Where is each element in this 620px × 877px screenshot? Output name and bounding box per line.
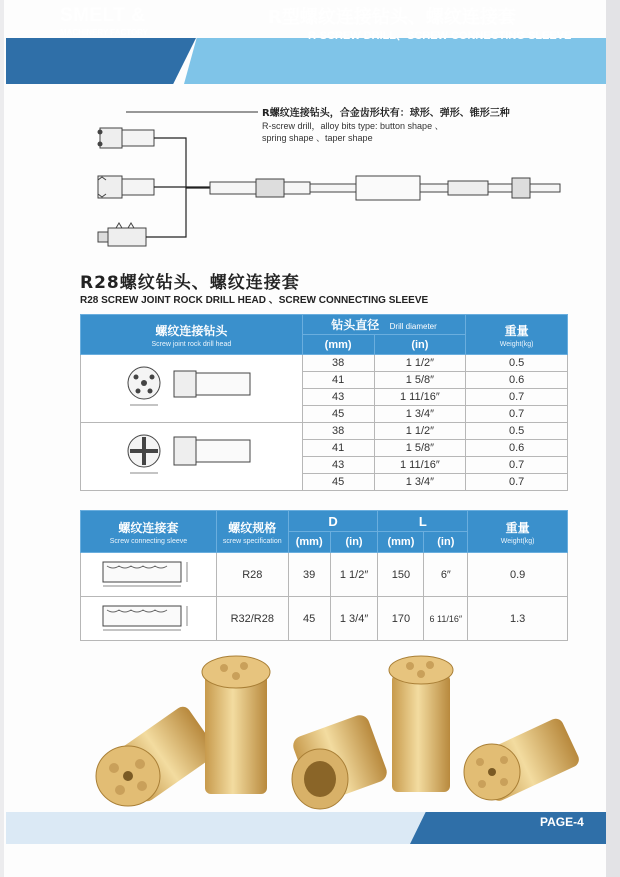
header-weight bbox=[468, 511, 568, 553]
page-header bbox=[6, 38, 606, 84]
header-diameter-cn: 钻头直径 bbox=[331, 317, 380, 332]
sleeve-drawing-cell bbox=[81, 597, 217, 641]
header-diameter-en: Drill diameter bbox=[389, 321, 437, 331]
drill-bit-photo bbox=[96, 704, 219, 806]
row-l-in: 6 11/16″ bbox=[424, 597, 468, 641]
table-row bbox=[81, 597, 568, 641]
row-mm: 41 bbox=[302, 440, 374, 457]
header-item bbox=[81, 315, 303, 355]
page-title-cn: R型螺纹连接钻头、螺纹连接套 bbox=[268, 7, 516, 28]
row-in: 1 11/16″ bbox=[374, 457, 466, 474]
row-mm: 43 bbox=[302, 389, 374, 406]
scan-edge-left bbox=[0, 0, 4, 877]
header-weight bbox=[466, 315, 568, 355]
row-mm: 45 bbox=[302, 474, 374, 491]
header-in: (in) bbox=[330, 532, 378, 553]
product-photos bbox=[80, 654, 600, 814]
row-l-in: 6″ bbox=[424, 553, 468, 597]
button-drill-head-icon bbox=[116, 359, 266, 415]
row-kg: 1.3 bbox=[468, 597, 568, 641]
header-spec-cn: 螺纹规格 bbox=[228, 520, 277, 535]
row-kg: 0.7 bbox=[466, 457, 568, 474]
row-l-mm: 170 bbox=[378, 597, 424, 641]
row-d-mm: 45 bbox=[288, 597, 330, 641]
header-weight-cn: 重量 bbox=[505, 520, 530, 535]
header-in: (in) bbox=[374, 335, 466, 355]
row-mm: 45 bbox=[302, 406, 374, 423]
row-kg: 0.5 bbox=[466, 355, 568, 372]
header-diameter bbox=[302, 315, 466, 335]
diagram-caption-cn: R螺纹连接钻头，合金齿形状有：球形、弹形、锥形三种 bbox=[262, 108, 510, 119]
header-weight-en: Weight(kg) bbox=[499, 340, 534, 348]
header-mm: (mm) bbox=[302, 335, 374, 355]
row-spec: R32/R28 bbox=[216, 597, 288, 641]
page-title-en: R-SCREW DRILL、SCREW CONNECTING SLEEVE bbox=[308, 30, 572, 42]
row-in: 1 3/4″ bbox=[374, 406, 466, 423]
row-kg: 0.5 bbox=[466, 423, 568, 440]
row-kg: 0.9 bbox=[468, 553, 568, 597]
row-in: 1 3/4″ bbox=[374, 474, 466, 491]
row-d-mm: 39 bbox=[288, 553, 330, 597]
header-spec bbox=[216, 511, 288, 553]
table-row bbox=[81, 355, 568, 372]
brand-banner bbox=[6, 38, 196, 84]
row-mm: 38 bbox=[302, 355, 374, 372]
drill-bit-spring-icon bbox=[98, 176, 154, 198]
table-header-row bbox=[81, 315, 568, 335]
header-mm: (mm) bbox=[288, 532, 330, 553]
row-in: 1 5/8″ bbox=[374, 440, 466, 457]
header-item-en: Screw connecting sleeve bbox=[109, 537, 188, 545]
section-title-cn: R28螺纹钻头、螺纹连接套 bbox=[80, 273, 300, 293]
drill-rod-icon bbox=[210, 176, 560, 200]
row-spec: R28 bbox=[216, 553, 288, 597]
row-mm: 38 bbox=[302, 423, 374, 440]
row-kg: 0.6 bbox=[466, 372, 568, 389]
row-kg: 0.6 bbox=[466, 440, 568, 457]
diagram-caption-en: R-screw drill，alloy bits type: button shape 、 bbox=[262, 121, 444, 131]
section-title-en: R28 SCREW JOINT ROCK DRILL HEAD 、SCREW CONNECTING SLEEVE bbox=[80, 295, 429, 306]
title-banner bbox=[184, 38, 606, 84]
row-in: 1 1/2″ bbox=[374, 355, 466, 372]
row-kg: 0.7 bbox=[466, 389, 568, 406]
header-item-en: Screw joint rock drill head bbox=[151, 340, 232, 348]
row-l-mm: 150 bbox=[378, 553, 424, 597]
table-row bbox=[81, 553, 568, 597]
header-item-cn: 螺纹连接钻头 bbox=[155, 323, 228, 338]
header-spec-en: screw specification bbox=[222, 537, 282, 545]
row-kg: 0.7 bbox=[466, 474, 568, 491]
table-header-row bbox=[81, 511, 568, 532]
sleeve-r28-icon bbox=[93, 556, 203, 590]
header-d: D bbox=[288, 511, 378, 532]
header-weight-en: Weight(kg) bbox=[500, 537, 535, 545]
connector-line bbox=[154, 138, 210, 188]
sleeve-r32-r28-icon bbox=[93, 600, 203, 634]
sleeve-drawing-cell bbox=[81, 553, 217, 597]
drill-bit-photo bbox=[202, 656, 270, 794]
row-kg: 0.7 bbox=[466, 406, 568, 423]
sleeve-spec-table bbox=[80, 510, 568, 641]
row-d-in: 1 1/2″ bbox=[330, 553, 378, 597]
row-in: 1 11/16″ bbox=[374, 389, 466, 406]
connecting-sleeve-photo bbox=[290, 712, 389, 809]
brand-subtitle: MACHINERY FACTORY bbox=[60, 28, 149, 37]
drill-head-drawing-cell bbox=[81, 423, 303, 491]
header-item bbox=[81, 511, 217, 553]
row-mm: 43 bbox=[302, 457, 374, 474]
drill-head-spec-table bbox=[80, 314, 568, 491]
drill-bit-taper-icon bbox=[98, 223, 146, 246]
cross-drill-head-icon bbox=[116, 427, 266, 483]
drill-head-drawing-cell bbox=[81, 355, 303, 423]
header-item-cn: 螺纹连接套 bbox=[118, 520, 179, 535]
row-in: 1 1/2″ bbox=[374, 423, 466, 440]
diagram-caption-en: spring shape 、taper shape bbox=[262, 133, 373, 143]
header-mm: (mm) bbox=[378, 532, 424, 553]
row-d-in: 1 3/4″ bbox=[330, 597, 378, 641]
brand-name: SMELT & bbox=[60, 5, 146, 26]
drill-bit-photo bbox=[464, 716, 581, 803]
header-weight-cn: 重量 bbox=[504, 323, 529, 338]
drill-bit-photo bbox=[389, 656, 453, 792]
scan-edge-right bbox=[606, 0, 620, 877]
row-mm: 41 bbox=[302, 372, 374, 389]
row-in: 1 5/8″ bbox=[374, 372, 466, 389]
table-row bbox=[81, 423, 568, 440]
drill-bit-button-icon bbox=[98, 128, 155, 148]
header-in: (in) bbox=[424, 532, 468, 553]
header-l: L bbox=[378, 511, 468, 532]
page-number: PAGE-4 bbox=[540, 815, 584, 829]
